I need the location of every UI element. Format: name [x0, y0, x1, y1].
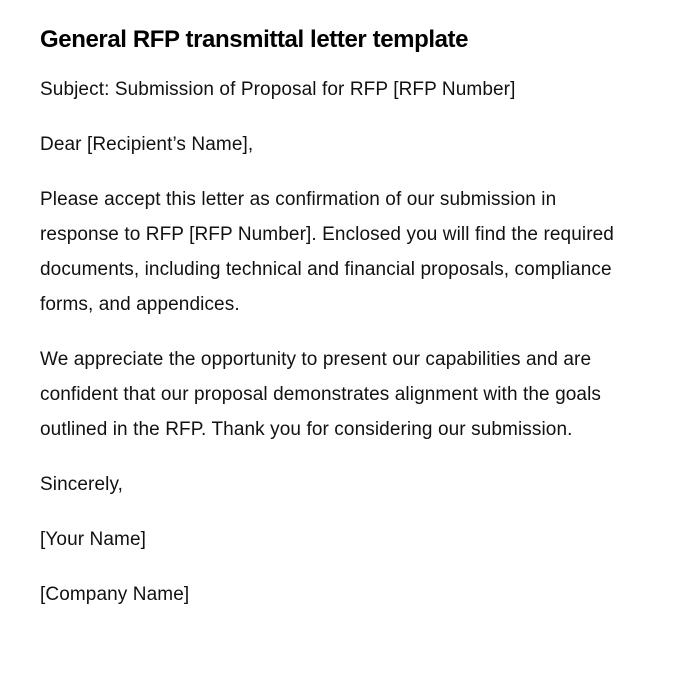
page-title: General RFP transmittal letter template	[40, 26, 469, 53]
body-paragraph-2: We appreciate the opportunity to present our capabilities and are confident that our proposal demonstrates alignment with the goals outlined in the RFP. Thank you for considering our submission.	[40, 349, 601, 440]
closing: Sincerely,	[40, 474, 124, 495]
body-paragraph-1: Please accept this letter as confirmation of our submission in response to RFP [RFP Number]. Enclosed you will find the required documents, including technical and financial proposals, compliance forms, and appendices.	[40, 189, 614, 315]
letter-template	[40, 24, 640, 632]
subject-line: Subject: Submission of Proposal for RFP [RFP Number]	[40, 79, 516, 100]
salutation: Dear [Recipient’s Name],	[40, 134, 254, 155]
signature-name: [Your Name]	[40, 529, 147, 550]
signature-company: [Company Name]	[40, 584, 190, 605]
